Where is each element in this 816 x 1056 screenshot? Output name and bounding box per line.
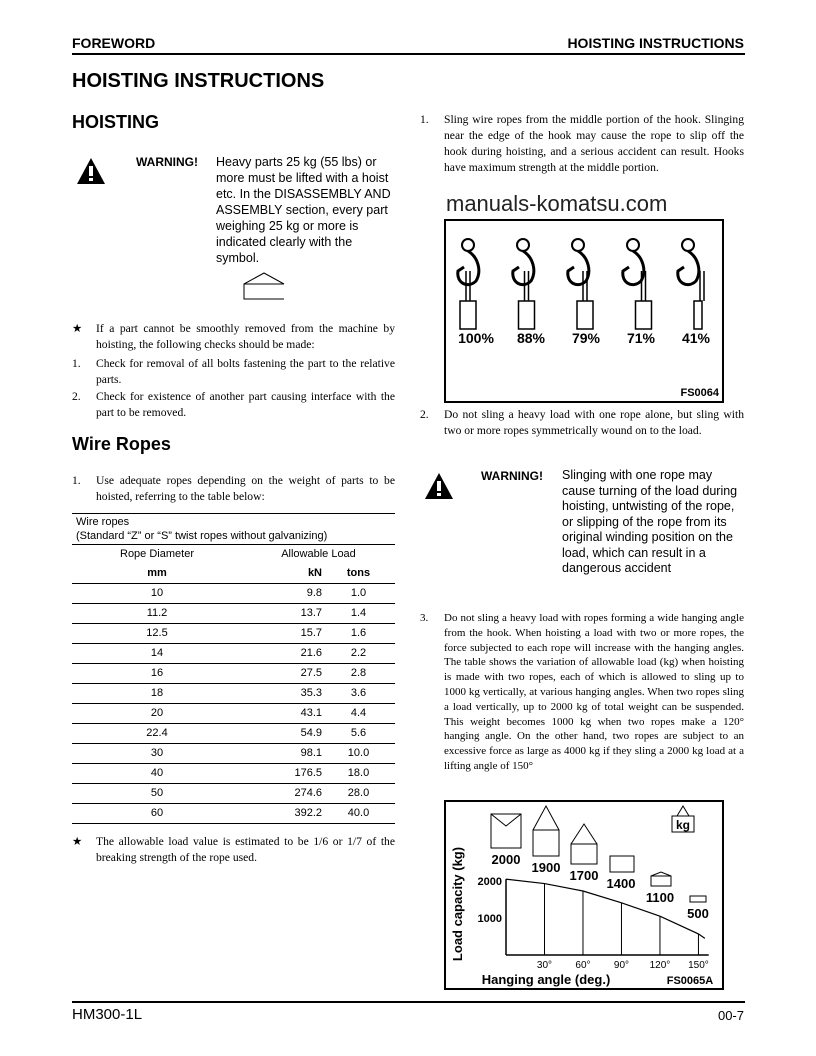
load-label: 1100: [645, 890, 675, 905]
table-row: [72, 584, 395, 604]
cell-diameter: 18: [72, 684, 242, 704]
cell-tons: 3.6: [322, 684, 395, 704]
cell-tons: 2.2: [322, 644, 395, 664]
hook-eye: [517, 239, 529, 251]
cell-tons: 1.4: [322, 604, 395, 624]
cell-diameter: 22.4: [72, 724, 242, 744]
load-box-icon: [533, 830, 559, 856]
cell-kn: 35.3: [242, 684, 322, 704]
load-box-icon: [571, 844, 597, 864]
load-label: 1900: [531, 860, 561, 875]
table-caption: Wire ropes (Standard “Z” or “S” twist ropes without galvanizing): [72, 514, 395, 545]
cell-tons: 4.4: [322, 704, 395, 724]
right-item-3: [420, 611, 744, 774]
star-note-text: If a part cannot be smoothly removed from the machine by hoisting, the following checks should be made:: [96, 322, 395, 351]
strength-label: 71%: [626, 330, 656, 346]
cell-diameter: 30: [72, 744, 242, 764]
cell-kn: 15.7: [242, 624, 322, 644]
item-text: Check for removal of all bolts fastening the part to the relative parts.: [96, 357, 395, 386]
cell-tons: 1.0: [322, 584, 395, 604]
right-item-1: [420, 112, 744, 176]
footer-page-number: 00-7: [717, 1008, 744, 1023]
load-block: [519, 301, 535, 329]
cell-tons: 5.6: [322, 724, 395, 744]
table-row: [72, 684, 395, 704]
x-tick-label: 60°: [575, 960, 591, 971]
strength-label: 41%: [681, 330, 711, 346]
hook-body: [568, 251, 589, 285]
unit-mm: mm: [72, 564, 242, 584]
cell-kn: 27.5: [242, 664, 322, 684]
y-tick-label: 2000: [477, 876, 502, 888]
hook-eye: [572, 239, 584, 251]
strength-label: 79%: [571, 330, 601, 346]
col-header-load: Allowable Load: [281, 548, 356, 560]
hook-body: [623, 251, 644, 285]
star-icon: ★: [72, 322, 83, 335]
right-item-2: [420, 407, 744, 439]
load-block: [636, 301, 652, 329]
cell-diameter: 12.5: [72, 624, 242, 644]
cell-kn: 9.8: [242, 584, 322, 604]
x-tick-label: 30°: [536, 960, 553, 971]
hook-eye: [627, 239, 639, 251]
y-axis-label: Load capacity (kg): [450, 846, 465, 962]
cell-tons: 10.0: [322, 744, 395, 764]
check-item-2: [72, 389, 395, 421]
cell-kn: 13.7: [242, 604, 322, 624]
kg-icon-label: kg: [675, 818, 691, 832]
hook-eye: [462, 239, 474, 251]
load-capacity-figure: [444, 800, 724, 990]
wire-ropes-item-1: [72, 473, 395, 505]
item-text: Sling wire ropes from the middle portion of the hook. Slinging near the edge of the hook may cause the rope to slip off the hook during hoisting, and a serious accident can result. Hooks have maximum strength at the middle portion.: [444, 113, 744, 174]
sling-icon: [651, 872, 671, 876]
warning-label: WARNING!: [136, 155, 198, 169]
table-row: [72, 784, 395, 804]
header-chapter: HOISTING INSTRUCTIONS: [567, 35, 744, 51]
warning-label-2: WARNING!: [481, 469, 543, 483]
cell-tons: 1.6: [322, 624, 395, 644]
y-tick-label: 1000: [477, 913, 502, 925]
cell-diameter: 20: [72, 704, 242, 724]
item-number: 3.: [420, 612, 429, 624]
load-label: 2000: [491, 852, 521, 867]
hook-body: [678, 251, 699, 285]
strength-label: 100%: [458, 330, 494, 346]
table-row: [72, 624, 395, 644]
load-capacity-chart: [446, 802, 722, 988]
table-row: [72, 764, 395, 784]
unit-tons: tons: [322, 564, 395, 584]
wire-rope-table: [72, 513, 395, 824]
sling-icon: [533, 806, 559, 830]
load-block: [577, 301, 593, 329]
strength-label: 88%: [516, 330, 546, 346]
page-title: HOISTING INSTRUCTIONS: [72, 70, 325, 92]
heavy-part-symbol-icon: [243, 270, 285, 302]
cell-diameter: 10: [72, 584, 242, 604]
table-row: [72, 744, 395, 764]
item-number: 1.: [420, 113, 429, 126]
warning-text: Heavy parts 25 kg (55 lbs) or more must be lifted with a hoist etc. In the DISASSEMBLY AND ASSEMBLY section, every part weighing 25 kg or more is indicated clearly with the symbol.: [216, 155, 391, 265]
cell-diameter: 16: [72, 664, 242, 684]
footer-rule: [72, 1001, 745, 1003]
hook-icon: [513, 239, 535, 329]
warning-icon: [424, 472, 454, 500]
hook-body: [458, 251, 479, 285]
item-number: 1.: [72, 474, 81, 487]
load-box-icon: [491, 814, 521, 848]
x-tick-label: 90°: [613, 960, 630, 971]
hook-diagram: [446, 221, 722, 401]
star-icon: ★: [72, 835, 83, 848]
figure-id: FS0065A: [666, 975, 714, 987]
col-header-diameter: Rope Diameter: [120, 548, 194, 560]
item-text: Use adequate ropes depending on the weight of parts to be hoisted, referring to the table below:: [96, 474, 395, 503]
cell-kn: 54.9: [242, 724, 322, 744]
x-tick-label: 120°: [649, 960, 671, 971]
header-section: FOREWORD: [72, 35, 156, 51]
check-item-1: [72, 356, 395, 388]
hook-icon: [678, 239, 704, 329]
load-box-icon: [651, 876, 671, 886]
cell-tons: 28.0: [322, 784, 395, 804]
note-text: The allowable load value is estimated to be 1/6 or 1/7 of the breaking strength of the rope used.: [96, 835, 395, 864]
load-curve: [506, 879, 705, 938]
hook-icon: [458, 239, 479, 329]
item-number: 2.: [420, 408, 429, 421]
hook-body: [513, 251, 534, 285]
figure-id: FS0064: [680, 387, 719, 399]
cell-diameter: 50: [72, 784, 242, 804]
cell-diameter: 14: [72, 644, 242, 664]
table-row: [72, 604, 395, 624]
cell-tons: 40.0: [322, 804, 395, 824]
watermark: manuals-komatsu.com: [446, 191, 668, 216]
x-axis-label: Hanging angle (deg.): [481, 972, 611, 987]
load-block: [460, 301, 476, 329]
cell-tons: 18.0: [322, 764, 395, 784]
load-box-icon: [690, 896, 706, 902]
cell-diameter: 11.2: [72, 604, 242, 624]
kg-icon-sling: [677, 806, 689, 816]
cell-kn: 274.6: [242, 784, 322, 804]
table-row: [72, 804, 395, 824]
sling-icon: [571, 824, 597, 844]
cell-kn: 176.5: [242, 764, 322, 784]
warning-icon: [76, 157, 106, 185]
cell-kn: 98.1: [242, 744, 322, 764]
item-text: Do not sling a heavy load with ropes forming a wide hanging angle from the hook. When hoisting a load with two or more ropes, the force subjected to each rope will increase with the hanging angles. The table shows the variation of allowable load (kg) when hoisting is made with two ropes, each of which is allowed to sling up to 1000 kg vertically, at various hanging angles. When two ropes sling a load vertically, up to 2000 kg of total weight can be suspended. This weight becomes 1000 kg when two ropes make a 120° hanging angle. On the other hand, two ropes are subject to an excessive force as large as 4000 kg if they sling a 2000 kg load at a lifting angle of 150°: [444, 612, 744, 772]
footer-model: HM300-1L: [72, 1006, 143, 1023]
star-note: [72, 321, 395, 353]
cell-diameter: 60: [72, 804, 242, 824]
hoisting-heading: HOISTING: [72, 112, 160, 132]
load-label: 1400: [606, 876, 636, 891]
hook-strength-figure: [444, 219, 724, 403]
cell-kn: 43.1: [242, 704, 322, 724]
hook-icon: [568, 239, 593, 329]
item-text: Do not sling a heavy load with one rope alone, but sling with two or more ropes symmetrically wound on to the load.: [444, 408, 744, 437]
hook-eye: [682, 239, 694, 251]
header-rule: [72, 53, 745, 55]
cell-kn: 21.6: [242, 644, 322, 664]
warning-text-2: Slinging with one rope may cause turning of the load during hoisting, untwisting of the rope, or slipping of the rope from its original winding position on the load, which can result in a dangerous accident: [562, 468, 738, 575]
unit-kn: kN: [242, 564, 322, 584]
x-tick-label: 150°: [688, 960, 709, 971]
load-label: 1700: [569, 868, 599, 883]
load-box-icon: [610, 856, 634, 872]
cell-tons: 2.8: [322, 664, 395, 684]
cell-kn: 392.2: [242, 804, 322, 824]
cell-diameter: 40: [72, 764, 242, 784]
table-row: [72, 724, 395, 744]
item-number: 1.: [72, 357, 81, 370]
item-text: Check for existence of another part causing interface with the part to be removed.: [96, 390, 395, 419]
hook-icon: [623, 239, 652, 329]
table-row: [72, 644, 395, 664]
load-block: [694, 301, 702, 329]
wire-ropes-heading: Wire Ropes: [72, 434, 171, 454]
table-row: [72, 664, 395, 684]
item-number: 2.: [72, 390, 81, 403]
table-row: [72, 704, 395, 724]
load-label: 500: [687, 906, 709, 921]
allowable-load-note: [72, 834, 395, 866]
